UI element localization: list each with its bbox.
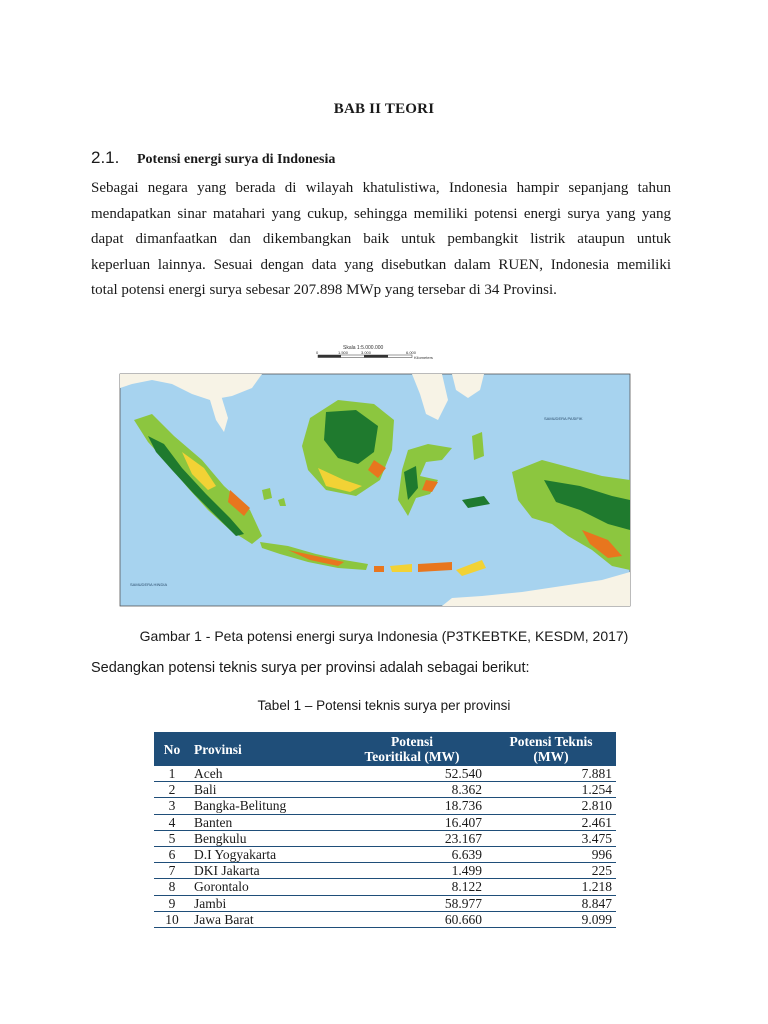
header-teoritikal [338,732,486,766]
paragraph-line: keperluan lainnya. Sesuai dengan data yang disebutkan dalam RUEN, Indonesia memiliki [91,256,671,273]
map-svg [112,340,635,620]
table-lead-text: Sedangkan potensi teknis surya per provinsi adalah sebagai berikut: [91,660,530,676]
cell-no: 5 [154,830,190,846]
cell-teknis: 3.475 [486,830,616,846]
paragraph-line: total potensi energi surya sebesar 207.898 MWp yang tersebar di 34 Provinsi. [91,282,557,298]
cell-no: 7 [154,863,190,879]
map-scale-unit: Kilometers [414,355,433,360]
section-number: 2.1. [91,148,120,167]
cell-provinsi: Jawa Barat [190,911,338,927]
cell-teoritikal: 60.660 [338,911,486,927]
cell-teknis: 996 [486,846,616,862]
cell-provinsi: Banten [190,814,338,830]
header-no: No [163,741,181,757]
cell-teoritikal: 58.977 [338,895,486,911]
paragraph-line: mendapatkan sinar matahari yang cukup, sehingga memiliki potensi energi surya yang yang [91,205,671,222]
cell-teknis: 2.810 [486,798,616,814]
table-row [154,911,616,927]
cell-teknis: 225 [486,863,616,879]
island-halmahera [472,432,484,460]
map-scale-tick: 6.000 [406,350,417,355]
sea-label-pacific: SAMUDERA PASIFIK [544,416,583,421]
table-title: Tabel 1 – Potensi teknis surya per provinsi [257,698,511,713]
cell-teknis: 9.099 [486,911,616,927]
cell-teoritikal: 18.736 [338,798,486,814]
cell-provinsi: D.I Yogyakarta [190,846,338,862]
header-teknis-line2: (MW) [533,749,569,764]
map-scale-tick: 3.000 [361,350,372,355]
cell-teoritikal: 8.122 [338,879,486,895]
table-body [154,766,616,927]
header-teknis [486,732,616,766]
cell-provinsi: DKI Jakarta [190,863,338,879]
cell-teknis: 8.847 [486,895,616,911]
cell-teknis: 1.218 [486,879,616,895]
section-heading [91,148,335,168]
cell-provinsi: Bangka-Belitung [190,798,338,814]
cell-provinsi: Aceh [190,766,338,782]
table-header [154,732,616,766]
cell-no: 4 [154,814,190,830]
map-scale-tick: 0 [316,350,319,355]
cell-no: 8 [154,879,190,895]
island-bali [374,566,384,572]
cell-teknis: 1.254 [486,782,616,798]
cell-provinsi: Jambi [190,895,338,911]
map-scale-label: Skala 1:5.000.000 [343,345,384,351]
section-title: Potensi energi surya di Indonesia [137,152,336,167]
solar-potential-map [112,340,635,620]
chapter-title: BAB II TEORI [333,101,435,117]
header-teoritikal-line1: Potensi [391,734,433,749]
header-teknis-line1: Potensi Teknis [509,734,593,749]
cell-no: 3 [154,798,190,814]
cell-teoritikal: 1.499 [338,863,486,879]
table-row [154,782,616,798]
table-header-row [154,732,616,766]
table-row [154,863,616,879]
table-row [154,766,616,782]
table-row [154,895,616,911]
map-scale-tick: 1.500 [338,350,349,355]
cell-teoritikal: 16.407 [338,814,486,830]
map-scale-segment [318,355,341,358]
paragraph-line: dapat dimanfaatkan dan dikembangkan baik untuk pembangkit listrik ataupun untuk [91,231,671,247]
table-row [154,814,616,830]
cell-teoritikal: 52.540 [338,766,486,782]
table-row [154,798,616,814]
cell-provinsi: Bengkulu [190,830,338,846]
table-row [154,846,616,862]
figure-caption: Gambar 1 - Peta potensi energi surya Indonesia (P3TKEBTKE, KESDM, 2017) [139,628,629,644]
cell-provinsi: Bali [190,782,338,798]
sea-label-hindia: SAMUDERA HINDIA [130,582,168,587]
header-teoritikal-line2: Teoritikal (MW) [364,749,460,764]
cell-no: 10 [154,911,190,927]
cell-provinsi: Gorontalo [190,879,338,895]
header-provinsi: Provinsi [194,741,242,757]
cell-teoritikal: 6.639 [338,846,486,862]
paragraph-line: Sebagai negara yang berada di wilayah khatulistiwa, Indonesia hampir sepanjang tahun [91,180,671,196]
table-row [154,879,616,895]
cell-teoritikal: 8.362 [338,782,486,798]
table-row [154,830,616,846]
cell-no: 6 [154,846,190,862]
province-table [154,732,616,928]
intro-paragraph [91,176,671,304]
cell-teoritikal: 23.167 [338,830,486,846]
cell-teknis: 7.881 [486,766,616,782]
cell-no: 2 [154,782,190,798]
map-scale-segment [364,355,388,358]
cell-teknis: 2.461 [486,814,616,830]
cell-no: 9 [154,895,190,911]
cell-no: 1 [154,766,190,782]
